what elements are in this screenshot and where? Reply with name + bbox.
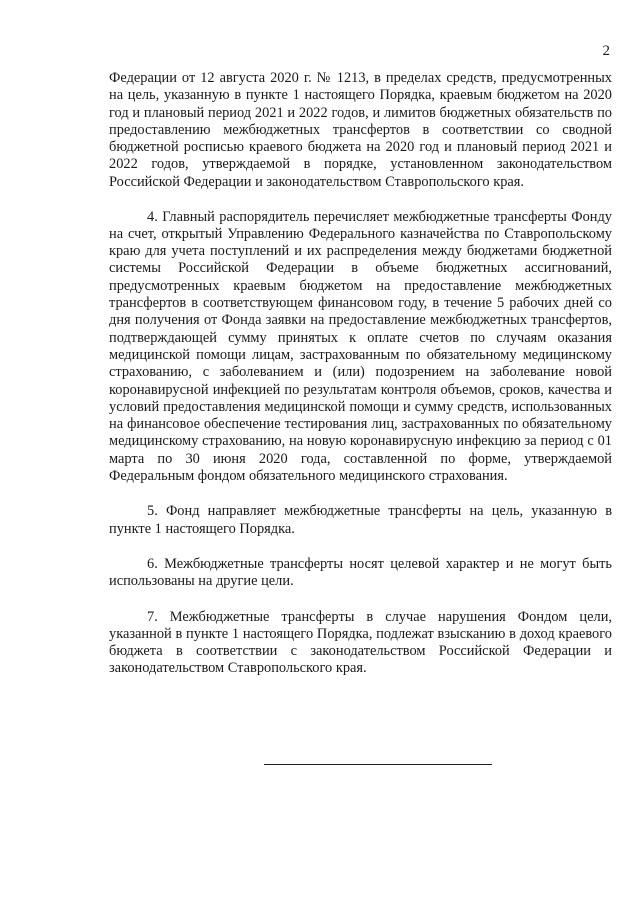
paragraph-item-5: 5. Фонд направляет межбюджетные трансферты на цель, указанную в пункте 1 настоящего Порядка. xyxy=(109,503,612,537)
document-body xyxy=(109,70,612,678)
paragraph-item-4: 4. Главный распорядитель перечисляет межбюджетные трансферты Фонду на счет, открытый Управлению Федерального казначейства по Ставропольскому краю для учета поступлений и их распределения между бюджетами бюджетной системы Российской Федерации в объеме бюджетных ассигнований, предусмотренных краевым бюджетом на предоставление межбюджетных трансфертов в соответствующем финансовом году, в течение 5 рабочих дней со дня получения от Фонда заявки на предоставление межбюджетных трансфертов, подтверждающей сумму принятых к оплате счетов по случаям оказания медицинской помощи лицам, застрахованным по обязательному медицинскому страхованию, с заболеванием и (или) подозрением на заболевание новой коронавирусной инфекцией по результатам контроля объемов, сроков, качества и условий предоставления медицинской помощи и сумму средств, использованных на финансовое обеспечение тестирования лиц, застрахованных по обязательному медицинскому страхованию, на новую коронавирусную инфекцию за период с 01 марта по 30 июня 2020 года, составленной по форме, утверждаемой Федеральным фондом обязательного медицинского страхования. xyxy=(109,208,612,485)
paragraph-item-6: 6. Межбюджетные трансферты носят целевой характер и не могут быть использованы на другие цели. xyxy=(109,555,612,590)
paragraph-item-7: 7. Межбюджетные трансферты в случае нарушения Фондом цели, указанной в пункте 1 настоящего Порядка, подлежат взысканию в доход краевого бюджета в соответствии с законодательством Российской Федерации и законодательством Ставропольского края. xyxy=(109,608,612,677)
page-number: 2 xyxy=(602,43,610,59)
paragraph-continuation: Федерации от 12 августа 2020 г. № 1213, в пределах средств, предусмотренных на цель, указанную в пункте 1 настоящего Порядка, краевым бюджетом на 2020 год и плановый период 2021 и 2022 годов, и лимитов бюджетных обязательств по предоставлению межбюджетных трансфертов в соответствии со сводной бюджетной росписью краевого бюджета на 2020 год и плановый период 2021 и 2022 годов, утверждаемой в порядке, установленном законодательством Российской Федерации и законодательством Ставропольского края. xyxy=(109,70,612,190)
end-of-document-line xyxy=(264,764,492,765)
